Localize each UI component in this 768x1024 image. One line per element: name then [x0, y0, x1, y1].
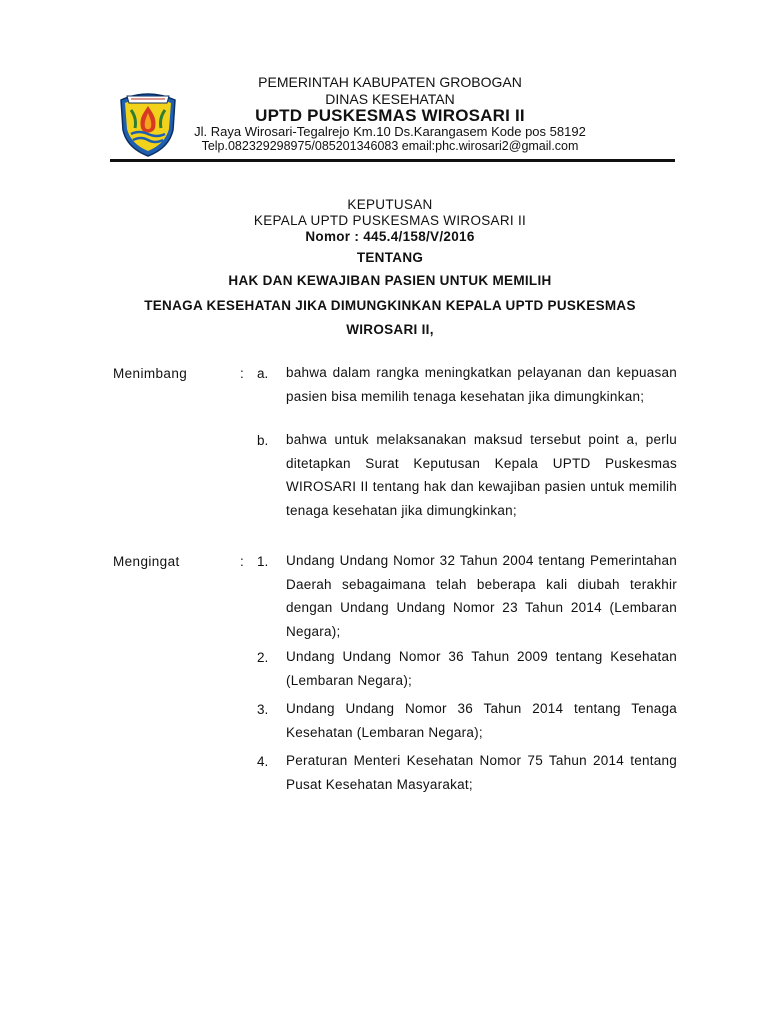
mengingat-item-text: Undang Undang Nomor 36 Tahun 2009 tentang Kesehatan (Lembaran Negara); — [286, 649, 677, 688]
letterhead — [0, 0, 768, 170]
mengingat-label: Mengingat — [113, 554, 180, 569]
letterhead-government: PEMERINTAH KABUPATEN GROBOGAN — [258, 74, 522, 90]
decree-heading: KEPUTUSAN — [347, 197, 433, 212]
menimbang-item-marker: b. — [257, 433, 269, 448]
menimbang-item-text: bahwa untuk melaksanakan maksud tersebut point a, perlu ditetapkan Surat Keputusan Kepala UPTD Puskesmas WIROSARI II tentang hak dan kewajiban pasien untuk memilih tenaga kesehatan jika dimungkinkan; — [286, 432, 677, 518]
menimbang-label: Menimbang — [113, 366, 188, 381]
letterhead-contact: Telp.082329298975/085201346083 email:phc.wirosari2@gmail.com — [201, 139, 579, 153]
mengingat-colon: : — [240, 554, 244, 569]
mengingat-item-text: Undang Undang Nomor 32 Tahun 2004 tentang Pemerintahan Daerah sebagaimana telah beberapa kali diubah terakhir dengan Undang Undang Nomor 23 Tahun 2014 (Lembaran Negara); — [286, 553, 677, 639]
decree-subject-line-1: HAK DAN KEWAJIBAN PASIEN UNTUK MEMILIH — [228, 273, 552, 288]
letterhead-institution: UPTD PUSKESMAS WIROSARI II — [255, 106, 525, 125]
grobogan-emblem-icon — [117, 86, 179, 158]
decree-about-label: TENTANG — [356, 250, 424, 265]
letterhead-department: DINAS KESEHATAN — [325, 91, 455, 107]
mengingat-item-marker: 3. — [257, 702, 269, 717]
mengingat-item-marker: 4. — [257, 754, 269, 769]
mengingat-item-text: Peraturan Menteri Kesehatan Nomor 75 Tahun 2014 tentang Pusat Kesehatan Masyarakat; — [286, 753, 677, 792]
mengingat-item-marker: 2. — [257, 650, 269, 665]
letterhead-divider — [110, 159, 675, 162]
menimbang-item-marker: a. — [257, 366, 269, 381]
decree-subject-line-2: TENAGA KESEHATAN JIKA DIMUNGKINKAN KEPALA UPTD PUSKESMAS — [144, 298, 636, 313]
mengingat-item-text: Undang Undang Nomor 36 Tahun 2014 tentang Tenaga Kesehatan (Lembaran Negara); — [286, 701, 677, 740]
decree-issuer: KEPALA UPTD PUSKESMAS WIROSARI II — [253, 213, 527, 228]
menimbang-item-text: bahwa dalam rangka meningkatkan pelayanan dan kepuasan pasien bisa memilih tenaga kesehatan jika dimungkinkan; — [286, 365, 677, 404]
menimbang-colon: : — [240, 366, 244, 381]
decree-subject-line-3: WIROSARI II, — [346, 322, 434, 337]
letterhead-address: Jl. Raya Wirosari-Tegalrejo Km.10 Ds.Karangasem Kode pos 58192 — [194, 124, 586, 139]
decree-number: Nomor : 445.4/158/V/2016 — [305, 229, 475, 244]
mengingat-item-marker: 1. — [257, 554, 269, 569]
